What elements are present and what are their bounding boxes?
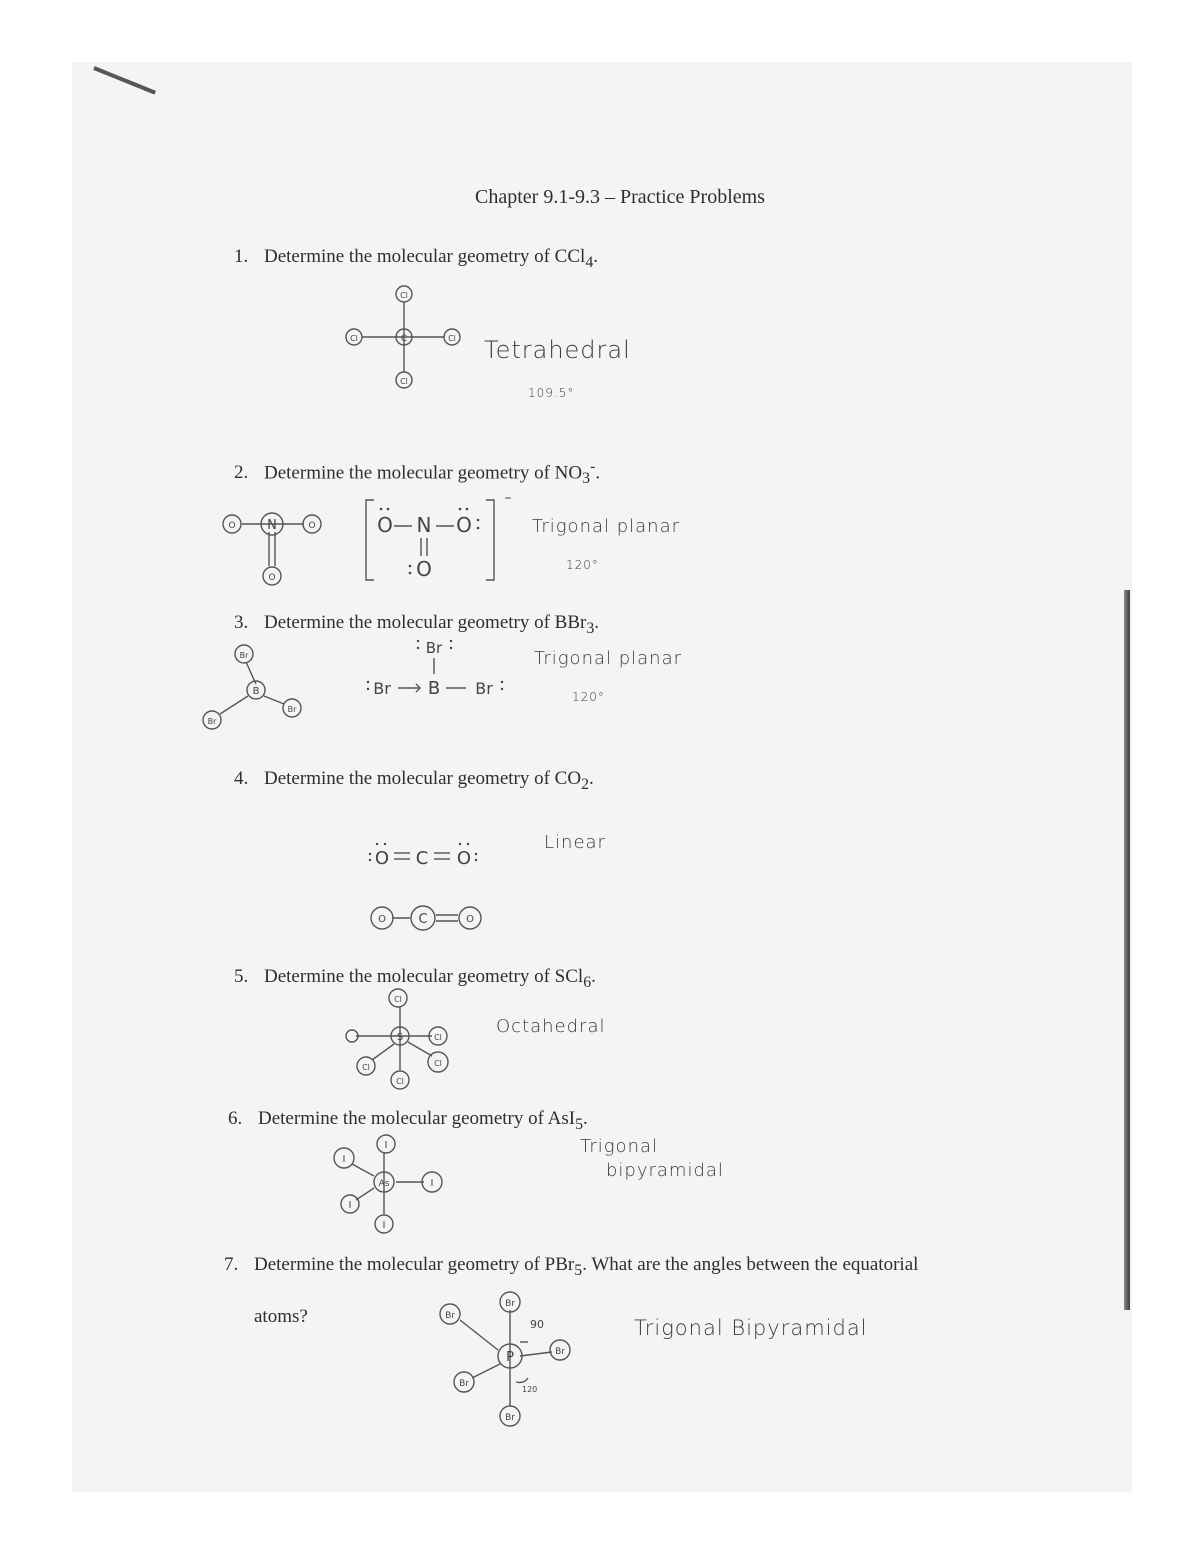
atom-br: Br — [239, 651, 249, 660]
atom-br: Br — [445, 1311, 455, 1321]
question-7: 7. Determine the molecular geometry of PBr$_5$. What are the angles between the equatorial — [224, 1254, 919, 1279]
atom-b: B — [427, 678, 441, 699]
angle-90-label: 90 — [530, 1318, 544, 1331]
atom-br: Br — [373, 679, 391, 698]
atom-as: As — [378, 1179, 390, 1189]
atom-i: I — [382, 1220, 386, 1231]
question-6: 6. Determine the molecular geometry of AsI$_5$. — [228, 1108, 588, 1133]
asi5-sketch — [326, 1132, 456, 1238]
no3-lewis-sketch — [360, 488, 520, 588]
atom-cl: Cl — [400, 377, 408, 386]
question-3: 3. Determine the molecular geometry of BBr$_3$. — [234, 612, 600, 637]
atom-i: I — [348, 1200, 352, 1211]
atom-br: Br — [475, 679, 493, 698]
atom-cl: Cl — [400, 291, 408, 300]
question-5: 5. Determine the molecular geometry of SCl$_6$. — [234, 966, 596, 991]
answer-3: Trigonal planar — [534, 648, 683, 669]
atom-o: O — [456, 848, 472, 869]
atom-o: O — [377, 513, 393, 537]
atom-c: C — [418, 912, 428, 927]
atom-p: P — [506, 1350, 514, 1365]
atom-br: Br — [459, 1379, 469, 1389]
atom-cl: Cl — [350, 334, 358, 343]
scl6-sketch — [340, 986, 470, 1096]
angle-120-label: 120 — [522, 1385, 538, 1394]
answer-2-angle: 120° — [566, 558, 599, 572]
atom-c: C — [400, 334, 408, 344]
atom-br: Br — [287, 705, 297, 714]
atom-o: O — [228, 521, 236, 531]
answer-6-line1: Trigonal — [580, 1136, 659, 1157]
atom-cl: Cl — [394, 995, 402, 1004]
atom-o: O — [374, 848, 390, 869]
answer-2: Trigonal planar — [532, 516, 681, 537]
question-1: 1. Determine the molecular geometry of CCl$_4$. — [234, 246, 598, 271]
atom-o: O — [416, 557, 432, 581]
answer-7: Trigonal Bipyramidal — [634, 1316, 868, 1340]
question-7-line2: atoms? — [254, 1306, 308, 1327]
atom-i: I — [430, 1178, 434, 1189]
answer-6-line2: bipyramidal — [606, 1160, 724, 1181]
atom-c: C — [415, 848, 429, 869]
atom-cl: Cl — [434, 1059, 442, 1068]
atom-cl: Cl — [448, 334, 456, 343]
answer-5: Octahedral — [496, 1016, 606, 1037]
co2-geometry-sketch — [366, 900, 496, 936]
atom-o: O — [456, 513, 472, 537]
bbr3-geometry-sketch — [196, 640, 326, 736]
atom-br: Br — [505, 1299, 515, 1309]
atom-br: Br — [505, 1413, 515, 1423]
ccl4-sketch — [340, 282, 470, 402]
question-2: 2. Determine the molecular geometry of $NO_3^-$. — [234, 458, 601, 488]
page-title: Chapter 9.1-9.3 – Practice Problems — [475, 186, 765, 208]
atom-i: I — [384, 1140, 388, 1151]
atom-o: O — [378, 914, 386, 925]
atom-cl: Cl — [434, 1033, 442, 1042]
bbr3-lewis-sketch — [362, 636, 512, 716]
no3-geometry-sketch — [212, 504, 342, 594]
atom-br: Br — [207, 717, 217, 726]
co2-lewis-sketch — [364, 836, 494, 876]
atom-cl: Cl — [362, 1063, 370, 1072]
atom-br: Br — [555, 1347, 565, 1357]
atom-o: O — [466, 914, 474, 925]
atom-n: N — [267, 518, 277, 533]
page-edge-shadow — [1124, 590, 1130, 1310]
atom-cl: Cl — [396, 1077, 404, 1086]
answer-1: Tetrahedral — [484, 336, 631, 364]
ion-charge: – — [504, 490, 512, 506]
atom-o: O — [268, 573, 276, 583]
atom-b: B — [252, 686, 260, 697]
answer-4: Linear — [544, 832, 606, 853]
atom-s: S — [396, 1032, 404, 1043]
atom-br: Br — [425, 639, 443, 657]
answer-3-angle: 120° — [572, 690, 605, 704]
atom-o: O — [308, 521, 316, 531]
atom-i: I — [342, 1154, 346, 1165]
answer-1-angle: 109.5° — [528, 386, 575, 400]
atom-n: N — [416, 513, 432, 537]
question-4: 4. Determine the molecular geometry of $CO_2$. — [234, 768, 594, 793]
pbr5-sketch — [432, 1288, 592, 1438]
